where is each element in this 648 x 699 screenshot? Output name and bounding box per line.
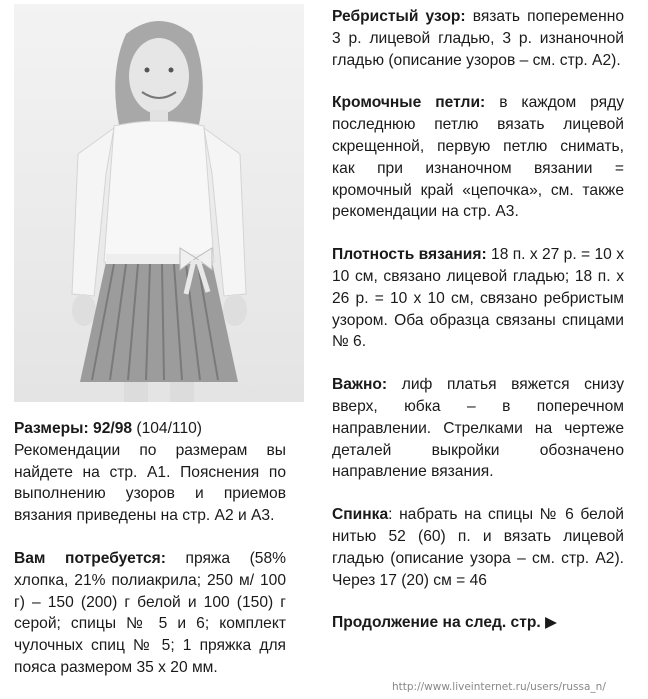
edge-paragraph <box>332 92 624 223</box>
rib-paragraph <box>332 6 624 71</box>
back-label: Спинка <box>332 506 389 524</box>
important-text: лиф платья вяжется снизу вверх, юбка – в поперечном направлении. Стрелками на чертеже деталей выкройки обозначено направление вязания. <box>332 376 624 481</box>
girl-illustration <box>14 4 304 402</box>
important-label: Важно: <box>332 376 388 394</box>
edge-text: в каждом ряду последнюю петлю вязать лицевой скрещенной, первую петлю снимать, как при изнаночном вязании = кромочный край «цепочка», см. также рекомендации на стр. А3. <box>332 94 624 221</box>
continue-link: Продолжение на след. стр. ▶ <box>332 614 558 632</box>
sizes-text: Рекомендации по размерам вы найдете на стр. А1. Пояснения по выполнению узоров и приемов вязания приведены на стр. А2 и А3. <box>14 441 286 525</box>
back-text: : набрать на спицы № 6 белой нитью 52 (60) п. и вязать лицевой гладью (описание узора – см. стр. А2). Через 17 (20) см = 46 <box>332 506 624 589</box>
back-paragraph <box>332 504 624 591</box>
photo-girl-in-dress <box>14 4 304 402</box>
gauge-paragraph <box>332 244 624 353</box>
sizes-heading <box>14 418 286 440</box>
gauge-text: 18 п. x 27 р. = 10 x 10 см, связано лицевой гладью; 18 п. x 26 р. = 10 x 10 см, связано ребристым узором. Оба образца связаны спицами № 6. <box>332 246 624 351</box>
sizes-value: 92/98 <box>93 420 133 437</box>
sizes-value-alt: (104/110) <box>136 420 202 437</box>
materials-label: Вам потребуется: <box>14 549 166 567</box>
watermark-url: http://www.liveinternet.ru/users/russa_n/ <box>392 681 606 693</box>
left-column <box>14 418 286 679</box>
rib-label: Ребристый узор: <box>332 8 466 25</box>
sizes-label: Размеры: <box>14 420 89 437</box>
rib-text: вязать попеременно 3 р. лицевой гладью, 3 р. изнаночной гладью (описание узоров – см. стр. А2). <box>332 8 625 69</box>
materials-paragraph <box>14 548 286 679</box>
right-column <box>332 6 624 634</box>
important-paragraph <box>332 374 624 483</box>
materials-text: пряжа (58% хлопка, 21% полиакрила; 250 м/ 100 г) – 150 (200) г белой и 100 (150) г серой; спицы № 5 и 6; комплект чулочных спиц № 5; 1 пряжка для пояса размером 35 x 20 мм. <box>14 549 286 676</box>
edge-label: Кромочные петли: <box>332 94 486 112</box>
gauge-label: Плотность вязания: <box>332 246 487 264</box>
